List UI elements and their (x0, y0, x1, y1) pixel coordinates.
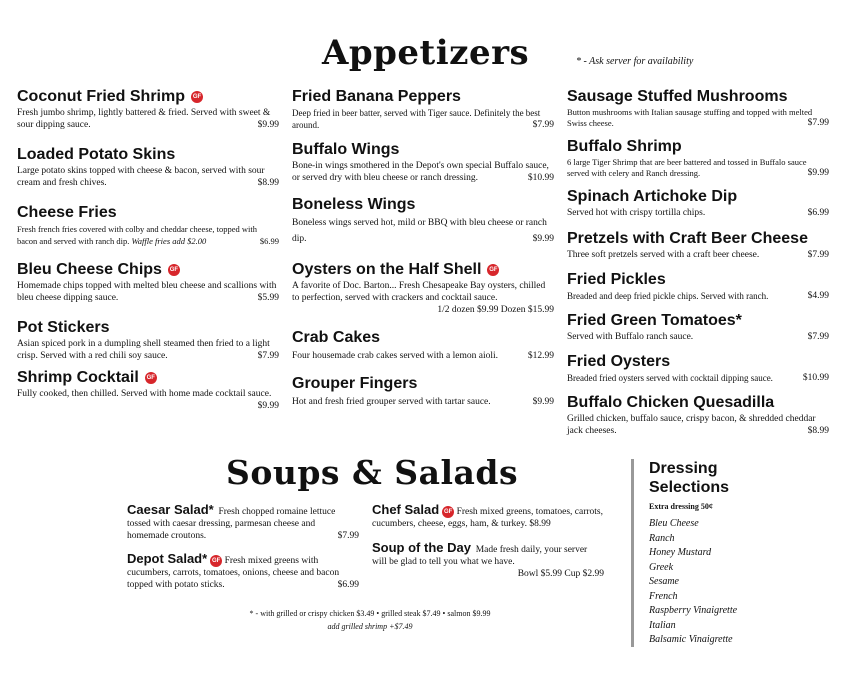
item-price: $9.99 (532, 397, 554, 408)
item-price: $10.99 (802, 373, 829, 384)
item-price: $9.99 (532, 234, 554, 245)
item-price: $8.99 (257, 178, 279, 189)
gluten-free-icon: GF (487, 264, 499, 276)
item-desc: Fully cooked, then chilled. Served with home made cocktail sauce. (17, 389, 272, 400)
item-price: $7.99 (532, 120, 554, 131)
menu-item (567, 88, 829, 129)
item-price: $6.99 (807, 208, 829, 219)
dressing-option: Ranch (649, 532, 675, 544)
add-shrimp-note: add grilled shrimp +$7.49 (327, 622, 413, 631)
item-name: Chef Salad (372, 502, 440, 517)
item-desc: Button mushrooms with Italian sausage stuffing and topped with melted Swiss cheese. (567, 107, 813, 129)
item-name: Fried Oysters (567, 353, 671, 371)
menu-item (17, 146, 279, 189)
menu-item (567, 271, 829, 302)
item-desc: 6 large Tiger Shrimp that are beer battered and tossed in Buffalo sauce served with celery and Ranch dressing. (567, 157, 807, 179)
menu-item (292, 261, 554, 316)
menu-item (567, 188, 829, 219)
item-desc: Fresh mixed greens with cucumbers, carrots, tomatoes, onions, cheese and bacon topped with potato sticks. (127, 556, 340, 590)
item-name: Coconut Fried Shrimp (17, 88, 185, 106)
dressing-option: Honey Mustard (649, 547, 712, 558)
menu-item (292, 329, 554, 362)
item-desc: Grilled chicken, buffalo sauce, crispy bacon, & shredded cheddar jack cheeses. (567, 414, 816, 437)
item-name: Sausage Stuffed Mushrooms (567, 88, 788, 106)
availability-note: * - Ask server for availability (576, 56, 694, 67)
item-name: Pot Stickers (17, 319, 110, 337)
item-desc: Served hot with crispy tortilla chips. (567, 208, 706, 219)
gluten-free-icon: GF (168, 264, 180, 276)
gluten-free-icon: GF (191, 91, 203, 103)
item-desc: Fresh chopped romaine lettuce tossed with caesar dressing, parmesan cheese and homemade croutons. (127, 507, 336, 541)
item-price: $8.99 (807, 426, 829, 437)
menu-item (292, 141, 554, 184)
item-price: $7.99 (807, 250, 829, 261)
item-desc: Made fresh daily, your server will be glad to tell you what we have. (372, 545, 588, 567)
item-price: $6.99 (337, 580, 359, 590)
item-name: Caesar Salad* (127, 502, 214, 517)
item-name: Cheese Fries (17, 204, 117, 222)
item-name: Oysters on the Half Shell (292, 261, 482, 279)
menu-item (292, 196, 554, 247)
item-price: $7.99 (257, 351, 279, 362)
dressing-option: Balsamic Vinaigrette (649, 634, 733, 645)
item-name: Soup of the Day (372, 540, 471, 555)
item-desc: Large potato skins topped with cheese & bacon, served with sour cream and fresh chives. (17, 166, 265, 189)
item-desc: Asian spiced pork in a dumpling shell steamed then fried to a light crisp. Served with a red chili soy sauce. (17, 339, 270, 362)
item-desc: Breaded and deep fried pickle chips. Served with ranch. (567, 291, 769, 302)
extra-dressing-note: Extra dressing 50¢ (649, 502, 713, 511)
menu-item (372, 541, 604, 580)
item-price: $6.99 (259, 236, 279, 247)
menu-item (567, 312, 829, 343)
menu-item (17, 261, 279, 304)
item-desc: Bone-in wings smothered in the Depot's own special Buffalo sauce, or served dry with bleu cheese or ranch dressing. (292, 161, 549, 184)
item-desc: Boneless wings served hot, mild or BBQ with bleu cheese or ranch dip. (292, 218, 547, 245)
menu-item (292, 375, 554, 408)
item-price: $9.99 (257, 401, 279, 412)
menu-item (567, 230, 829, 261)
item-desc: Four housemade crab cakes served with a lemon aioli. (292, 351, 499, 362)
item-price: $9.99 (257, 120, 279, 131)
item-desc: Three soft pretzels served with a craft beer cheese. (567, 250, 760, 261)
item-price: $7.99 (807, 332, 829, 343)
item-price: $7.99 (807, 118, 829, 129)
item-price: $12.99 (527, 351, 554, 362)
item-name: Fried Green Tomatoes* (567, 312, 742, 330)
item-name: Loaded Potato Skins (17, 146, 176, 164)
item-desc: Served with Buffalo ranch sauce. (567, 332, 694, 343)
item-name: Depot Salad* (127, 551, 208, 566)
item-price: $9.99 (807, 168, 829, 179)
item-price: $10.99 (527, 173, 554, 184)
vertical-divider (631, 459, 634, 647)
item-name: Fried Pickles (567, 271, 666, 289)
dressing-list (649, 517, 737, 648)
item-extra: Waffle fries add $2.00 (131, 236, 207, 247)
menu-item (17, 369, 279, 412)
add-on-note: * - with grilled or crispy chicken $3.49 • grilled steak $7.49 • salmon $9.99 (249, 609, 491, 618)
item-name: Crab Cakes (292, 329, 381, 347)
item-name: Boneless Wings (292, 196, 416, 214)
item-price: $8.99 (529, 519, 551, 529)
dressing-title-line2: Selections (649, 479, 730, 496)
gluten-free-icon: GF (145, 372, 157, 384)
menu-item (127, 503, 359, 542)
menu-item (17, 88, 279, 131)
dressing-option: Sesame (649, 576, 679, 587)
item-desc: Hot and fresh fried grouper served with tartar sauce. (292, 397, 491, 408)
item-name: Buffalo Shrimp (567, 138, 682, 156)
item-name: Fried Banana Peppers (292, 88, 461, 106)
item-desc: A favorite of Doc. Barton... Fresh Chesapeake Bay oysters, chilled to perfection, served with crackers and cocktail sauce. (292, 281, 546, 304)
gluten-free-icon: GF (210, 555, 222, 567)
item-name: Grouper Fingers (292, 375, 418, 393)
dressing-option: Greek (649, 561, 674, 573)
item-desc: Fresh jumbo shrimp, lightly battered & fried. Served with sweet & sour dipping sauce. (17, 108, 271, 131)
soups-salads-title: Soups & Salads (226, 453, 519, 492)
menu-item (372, 503, 604, 530)
gluten-free-icon: GF (442, 506, 454, 518)
item-price: $7.99 (337, 531, 359, 541)
menu-item (567, 138, 829, 179)
menu-item (292, 88, 554, 131)
dressing-option: Raspberry Vinaigrette (649, 605, 738, 616)
item-name: Buffalo Chicken Quesadilla (567, 394, 775, 412)
item-price: 1/2 dozen $9.99 Dozen $15.99 (437, 305, 554, 316)
dressing-option: Bleu Cheese (649, 518, 699, 529)
item-desc: Homemade chips topped with melted bleu cheese and scallions with bleu cheese dipping sauce. (17, 281, 277, 304)
item-desc: Deep fried in beer batter, served with Tiger sauce. Definitely the best around. (292, 108, 541, 131)
item-name: Bleu Cheese Chips (17, 261, 162, 279)
item-price: Bowl $5.99 Cup $2.99 (517, 569, 604, 579)
item-name: Spinach Artichoke Dip (567, 188, 738, 206)
item-desc: Fresh french fries covered with colby and cheddar cheese, topped with bacon and served with ranch dip. (17, 224, 258, 247)
item-name: Pretzels with Craft Beer Cheese (567, 230, 808, 248)
item-desc: Breaded fried oysters served with cocktail dipping sauce. (567, 373, 773, 384)
dressing-option: French (649, 590, 678, 602)
menu-item (17, 204, 279, 247)
dressing-option: Italian (649, 619, 676, 631)
menu-item (17, 319, 279, 362)
item-desc: Fresh mixed greens, tomatoes, carrots, cucumbers, cheese, eggs, ham, & turkey. (372, 507, 603, 529)
dressing-title-line1: Dressing (649, 460, 718, 477)
item-name: Buffalo Wings (292, 141, 400, 159)
menu-item (567, 394, 829, 437)
appetizers-title: Appetizers (322, 33, 530, 73)
menu-item (127, 552, 359, 591)
menu-item (567, 353, 829, 384)
item-name: Shrimp Cocktail (17, 369, 139, 387)
item-price: $5.99 (257, 293, 279, 304)
item-price: $4.99 (807, 291, 829, 302)
